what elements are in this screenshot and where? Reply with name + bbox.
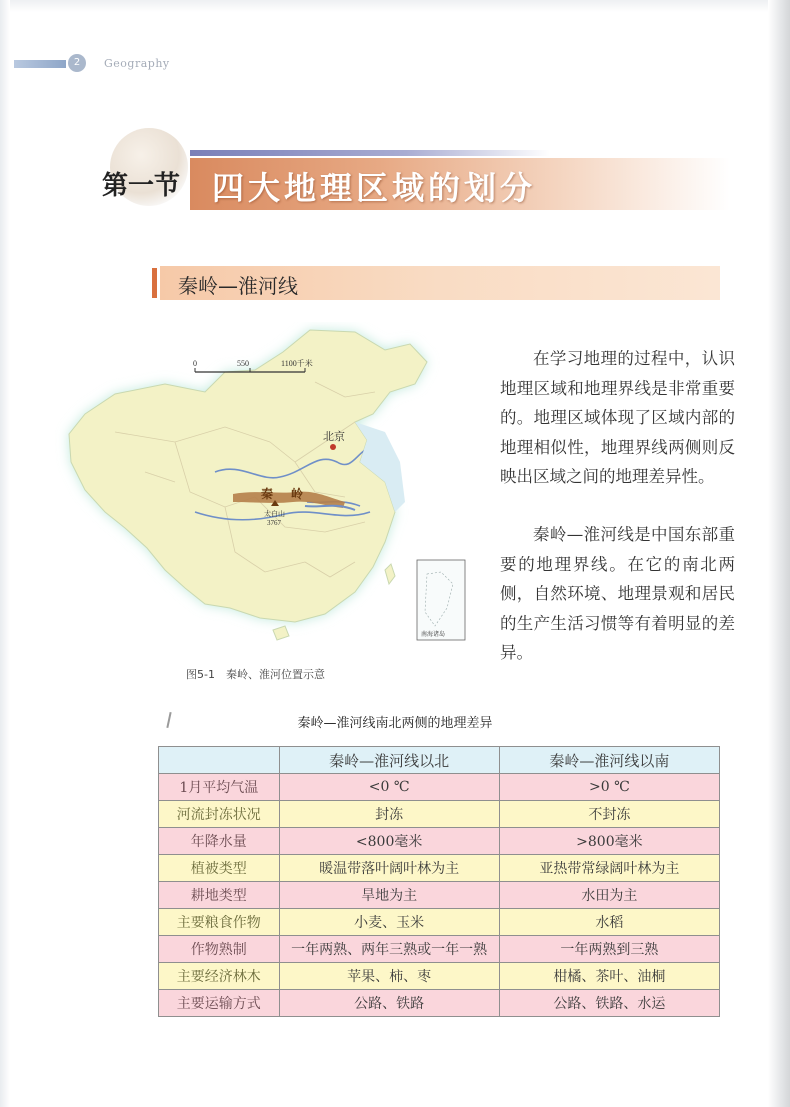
- south-cell: 水稻: [499, 909, 719, 936]
- peak-name: 太白山: [264, 510, 285, 518]
- peak-height: 3767: [267, 519, 281, 527]
- south-cell: 公路、铁路、水运: [499, 990, 719, 1017]
- map-land: [69, 330, 427, 622]
- figure-caption: 图5-1 秦岭、淮河位置示意: [186, 668, 325, 681]
- paragraph-1: 在学习地理的过程中，认识地理区域和地理界线是非常重要的。地理区域体现了区域内部的地理相似性，地理界线两侧则反映出区域之间的地理差异性。: [500, 349, 735, 486]
- table-row: [159, 828, 720, 855]
- page-left-edge: [0, 0, 10, 1107]
- table-row: [159, 990, 720, 1017]
- table-row: [159, 909, 720, 936]
- subsection-title: 秦岭—淮河线: [178, 274, 298, 298]
- china-map-figure: [55, 322, 475, 652]
- table-row: [159, 774, 720, 801]
- south-cell: >800毫米: [499, 828, 719, 855]
- table-row: [159, 963, 720, 990]
- hainan-island: [273, 626, 289, 640]
- subsection-marker: [152, 268, 157, 298]
- china-map: [55, 322, 475, 652]
- south-china-sea-inset: [417, 560, 465, 640]
- city-label-beijing: 北京: [323, 430, 345, 443]
- taiwan-island: [385, 564, 395, 584]
- table-header-row: [159, 747, 720, 774]
- row-label: 1月平均气温: [159, 774, 280, 801]
- page-right-edge: [768, 0, 790, 1107]
- header-strip: [14, 60, 66, 68]
- section-title: 四大地理区域的划分: [212, 169, 537, 207]
- scale-label-1100: 1100千米: [281, 359, 313, 368]
- section-number: 第一节: [102, 171, 181, 201]
- north-cell: 公路、铁路: [279, 990, 499, 1017]
- south-cell: 水田为主: [499, 882, 719, 909]
- beijing-marker: [330, 444, 336, 450]
- table-title: 秦岭—淮河线南北两侧的地理差异: [297, 716, 493, 731]
- row-label: 主要粮食作物: [159, 909, 280, 936]
- header-running-text: Geography: [104, 57, 170, 70]
- scale-label-0: 0: [193, 359, 197, 368]
- table-header-cell: 秦岭—淮河线以南: [499, 747, 719, 774]
- row-label: 植被类型: [159, 855, 280, 882]
- geography-difference-table: [158, 746, 720, 1017]
- table-row: [159, 801, 720, 828]
- paragraph-2: 秦岭—淮河线是中国东部重要的地理界线。在它的南北两侧，自然环境、地理景观和居民的生产生活习惯等有着明显的差异。: [500, 525, 735, 662]
- table-row: [159, 936, 720, 963]
- table-row: [159, 882, 720, 909]
- south-cell: 不封冻: [499, 801, 719, 828]
- row-label: 年降水量: [159, 828, 280, 855]
- table-header-cell: 秦岭—淮河线以北: [279, 747, 499, 774]
- section-band-accent: [190, 150, 550, 156]
- south-cell: 一年两熟到三熟: [499, 936, 719, 963]
- page-top-edge: [0, 0, 790, 12]
- row-label: 主要经济林木: [159, 963, 280, 990]
- qinling-label-ling: 岭: [291, 487, 304, 501]
- north-cell: 苹果、柿、枣: [279, 963, 499, 990]
- row-label: 耕地类型: [159, 882, 280, 909]
- north-cell: <0 ℃: [279, 774, 499, 801]
- inset-label: 南海诸岛: [421, 631, 446, 638]
- row-label: 作物熟制: [159, 936, 280, 963]
- header-page-badge: 2: [68, 54, 86, 72]
- north-cell: <800毫米: [279, 828, 499, 855]
- qinling-label-qin: 秦: [261, 487, 274, 501]
- table-row: [159, 855, 720, 882]
- north-cell: 一年两熟、两年三熟或一年一熟: [279, 936, 499, 963]
- north-cell: 小麦、玉米: [279, 909, 499, 936]
- scale-label-550: 550: [237, 359, 249, 368]
- table-header-cell: [159, 747, 280, 774]
- row-label: 河流封冻状况: [159, 801, 280, 828]
- north-cell: 暖温带落叶阔叶林为主: [279, 855, 499, 882]
- row-label: 主要运输方式: [159, 990, 280, 1017]
- north-cell: 封冻: [279, 801, 499, 828]
- south-cell: 亚热带常绿阔叶林为主: [499, 855, 719, 882]
- south-cell: 柑橘、茶叶、油桐: [499, 963, 719, 990]
- south-cell: >0 ℃: [499, 774, 719, 801]
- north-cell: 旱地为主: [279, 882, 499, 909]
